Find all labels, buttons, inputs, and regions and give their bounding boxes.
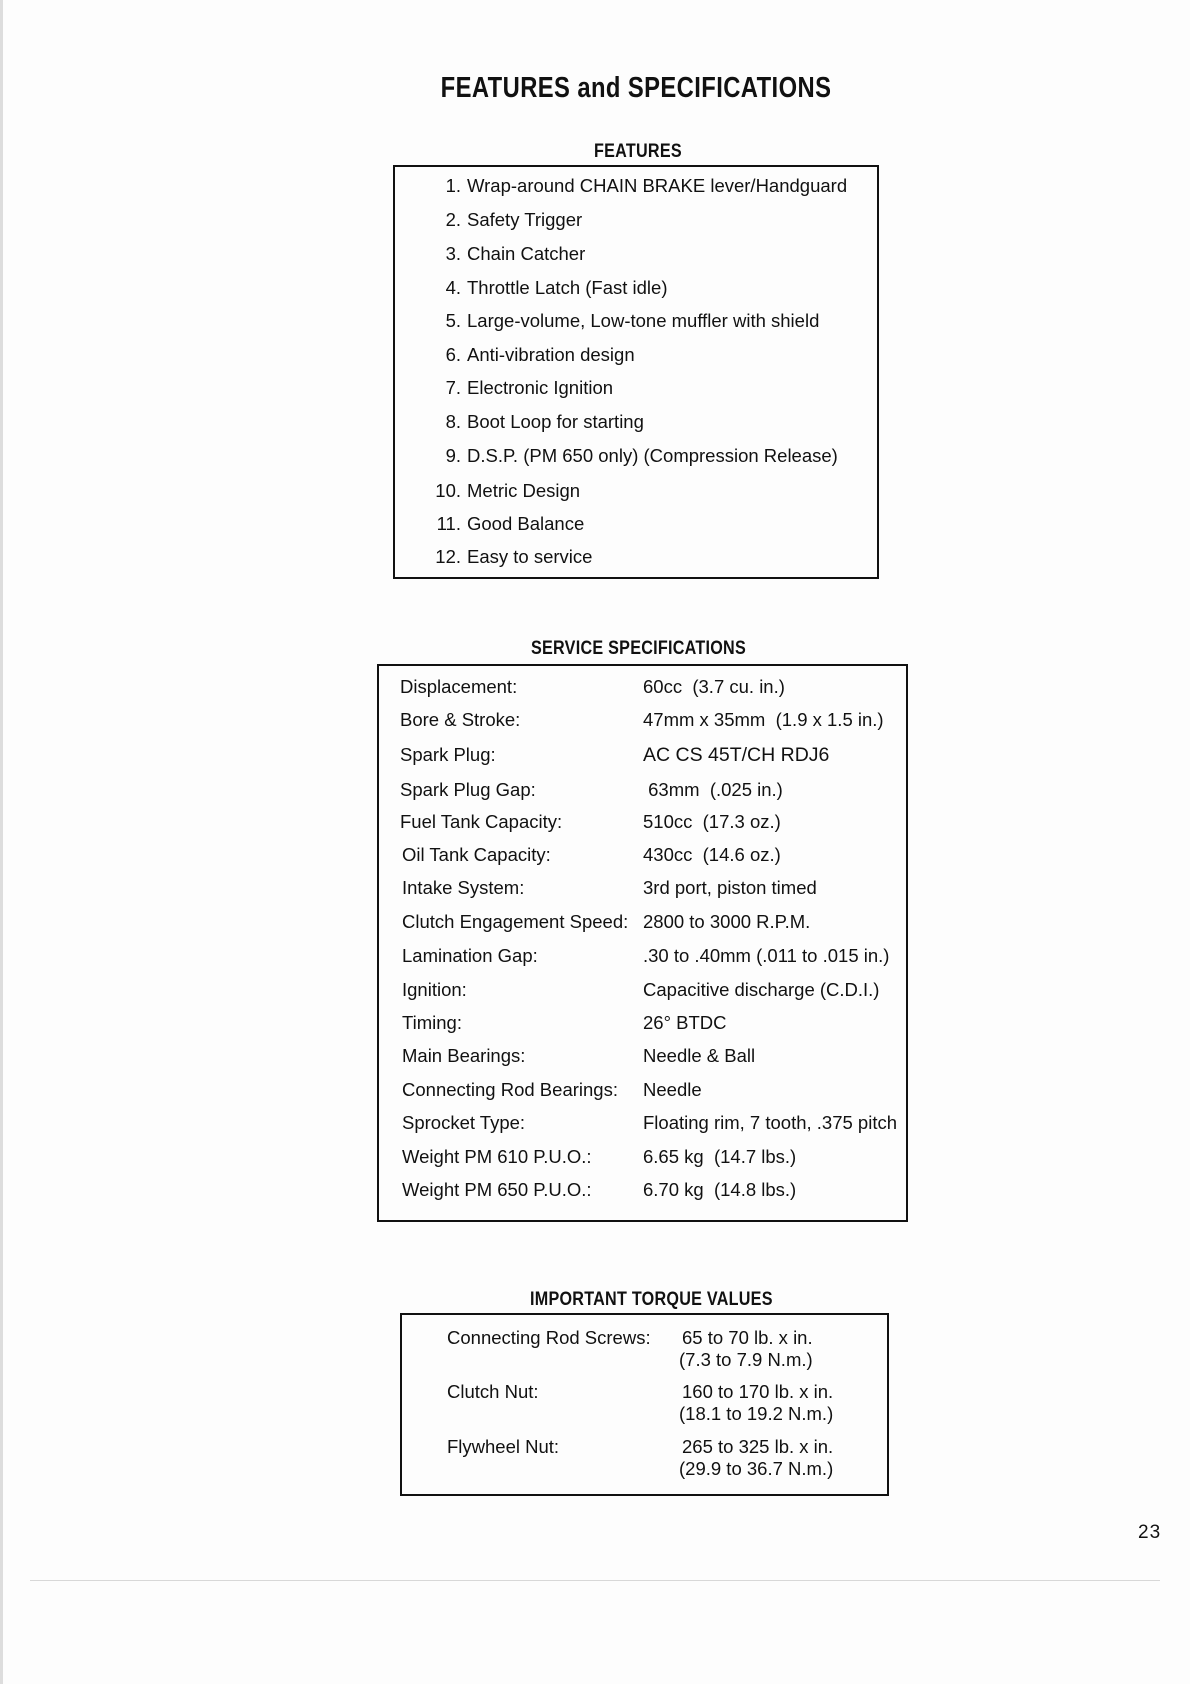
torque-value-nm: (18.1 to 19.2 N.m.)	[679, 1403, 834, 1424]
spec-value: Needle	[643, 1079, 702, 1100]
spec-row	[379, 877, 904, 901]
spec-row	[379, 1179, 904, 1203]
spec-row	[379, 979, 904, 1003]
spec-label: Displacement:	[400, 676, 518, 697]
feature-text: Boot Loop for starting	[467, 411, 644, 432]
feature-number: 4.	[445, 277, 461, 298]
spec-label: Spark Plug:	[400, 744, 496, 765]
page-title: FEATURES and SPECIFICATIONS	[440, 72, 832, 104]
spec-value: 6.70 kg (14.8 lbs.)	[643, 1179, 797, 1200]
feature-text: Chain Catcher	[467, 243, 586, 264]
feature-number: 3.	[445, 243, 461, 264]
spec-label: Oil Tank Capacity:	[402, 844, 551, 865]
spec-row	[379, 709, 904, 733]
spec-value: AC CS 45T/CH RDJ6	[643, 744, 830, 766]
spec-row	[379, 779, 904, 803]
torque-label: Clutch Nut:	[447, 1381, 539, 1402]
spec-value: 510cc (17.3 oz.)	[643, 811, 781, 832]
torque-row	[402, 1381, 882, 1429]
spec-row	[379, 911, 904, 935]
spec-value: .30 to .40mm (.011 to .015 in.)	[643, 945, 890, 966]
spec-label: Clutch Engagement Speed:	[402, 911, 629, 932]
spec-value: 47mm x 35mm (1.9 x 1.5 in.)	[643, 709, 884, 730]
feature-number: 1.	[445, 175, 461, 196]
spec-value: 60cc (3.7 cu. in.)	[643, 676, 785, 697]
spec-label: Ignition:	[402, 979, 467, 1000]
spec-label: Weight PM 610 P.U.O.:	[402, 1146, 592, 1167]
spec-row	[379, 1112, 904, 1136]
torque-box	[400, 1313, 889, 1496]
spec-value: 63mm (.025 in.)	[643, 779, 783, 800]
spec-label: Lamination Gap:	[402, 945, 538, 966]
spec-row	[379, 676, 904, 700]
feature-item	[395, 480, 875, 504]
feature-number: 2.	[445, 209, 461, 230]
features-heading: FEATURES	[594, 141, 682, 162]
feature-item	[395, 209, 875, 233]
scan-left-edge	[0, 0, 3, 1684]
feature-item	[395, 445, 875, 469]
feature-number: 12.	[435, 546, 461, 567]
spec-label: Weight PM 650 P.U.O.:	[402, 1179, 592, 1200]
spec-row	[379, 744, 904, 768]
spec-value: Floating rim, 7 tooth, .375 pitch	[643, 1112, 897, 1133]
feature-text: Easy to service	[467, 546, 593, 567]
spec-value: 6.65 kg (14.7 lbs.)	[643, 1146, 797, 1167]
page-number: 23	[1138, 1522, 1162, 1543]
feature-text: Safety Trigger	[467, 209, 583, 230]
spec-value: Needle & Ball	[643, 1045, 756, 1066]
spec-value: 26° BTDC	[643, 1012, 727, 1033]
torque-value-nm: (7.3 to 7.9 N.m.)	[679, 1349, 813, 1370]
spec-row	[379, 1045, 904, 1069]
feature-text: Throttle Latch (Fast idle)	[467, 277, 668, 298]
feature-text: Anti-vibration design	[467, 344, 635, 365]
feature-text: Metric Design	[467, 480, 581, 501]
torque-label: Connecting Rod Screws:	[447, 1327, 651, 1348]
spec-label: Intake System:	[402, 877, 525, 898]
torque-label: Flywheel Nut:	[447, 1436, 560, 1457]
feature-number: 7.	[445, 377, 461, 398]
spec-label: Connecting Rod Bearings:	[402, 1079, 618, 1100]
feature-text: Electronic Ignition	[467, 377, 614, 398]
torque-heading: IMPORTANT TORQUE VALUES	[530, 1289, 773, 1310]
torque-value-nm: (29.9 to 36.7 N.m.)	[679, 1458, 834, 1479]
spec-row	[379, 1079, 904, 1103]
feature-text: D.S.P. (PM 650 only) (Compression Release)	[467, 445, 838, 466]
spec-label: Timing:	[402, 1012, 462, 1033]
service-specs-box	[377, 664, 908, 1222]
spec-value: Capacitive discharge (C.D.I.)	[643, 979, 880, 1000]
feature-item	[395, 377, 875, 401]
feature-item	[395, 175, 875, 199]
torque-row	[402, 1327, 882, 1375]
spec-label: Spark Plug Gap:	[400, 779, 536, 800]
spec-label: Main Bearings:	[402, 1045, 526, 1066]
spec-value: 3rd port, piston timed	[643, 877, 817, 898]
torque-value-inch: 265 to 325 lb. x in.	[682, 1436, 834, 1457]
feature-item	[395, 546, 875, 570]
feature-item	[395, 344, 875, 368]
torque-row	[402, 1436, 882, 1484]
torque-value-inch: 160 to 170 lb. x in.	[682, 1381, 834, 1402]
feature-text: Good Balance	[467, 513, 585, 534]
spec-row	[379, 945, 904, 969]
spec-value: 430cc (14.6 oz.)	[643, 844, 781, 865]
feature-number: 11.	[436, 513, 461, 534]
feature-number: 8.	[445, 411, 461, 432]
feature-number: 5.	[445, 310, 461, 331]
spec-row	[379, 1012, 904, 1036]
spec-label: Fuel Tank Capacity:	[400, 811, 563, 832]
scan-bottom-line	[30, 1580, 1160, 1581]
feature-item	[395, 310, 875, 334]
feature-item	[395, 411, 875, 435]
feature-item	[395, 277, 875, 301]
spec-label: Bore & Stroke:	[400, 709, 521, 730]
spec-row	[379, 1146, 904, 1170]
feature-item	[395, 243, 875, 267]
spec-row	[379, 844, 904, 868]
feature-number: 10.	[435, 480, 461, 501]
spec-row	[379, 811, 904, 835]
feature-item	[395, 513, 875, 537]
service-specs-heading: SERVICE SPECIFICATIONS	[531, 638, 747, 659]
torque-value-inch: 65 to 70 lb. x in.	[682, 1327, 813, 1348]
feature-number: 6.	[445, 344, 461, 365]
feature-number: 9.	[445, 445, 461, 466]
feature-text: Wrap-around CHAIN BRAKE lever/Handguard	[467, 175, 848, 196]
spec-value: 2800 to 3000 R.P.M.	[643, 911, 811, 932]
spec-label: Sprocket Type:	[402, 1112, 526, 1133]
features-box	[393, 165, 879, 579]
feature-text: Large-volume, Low-tone muffler with shield	[467, 310, 820, 331]
